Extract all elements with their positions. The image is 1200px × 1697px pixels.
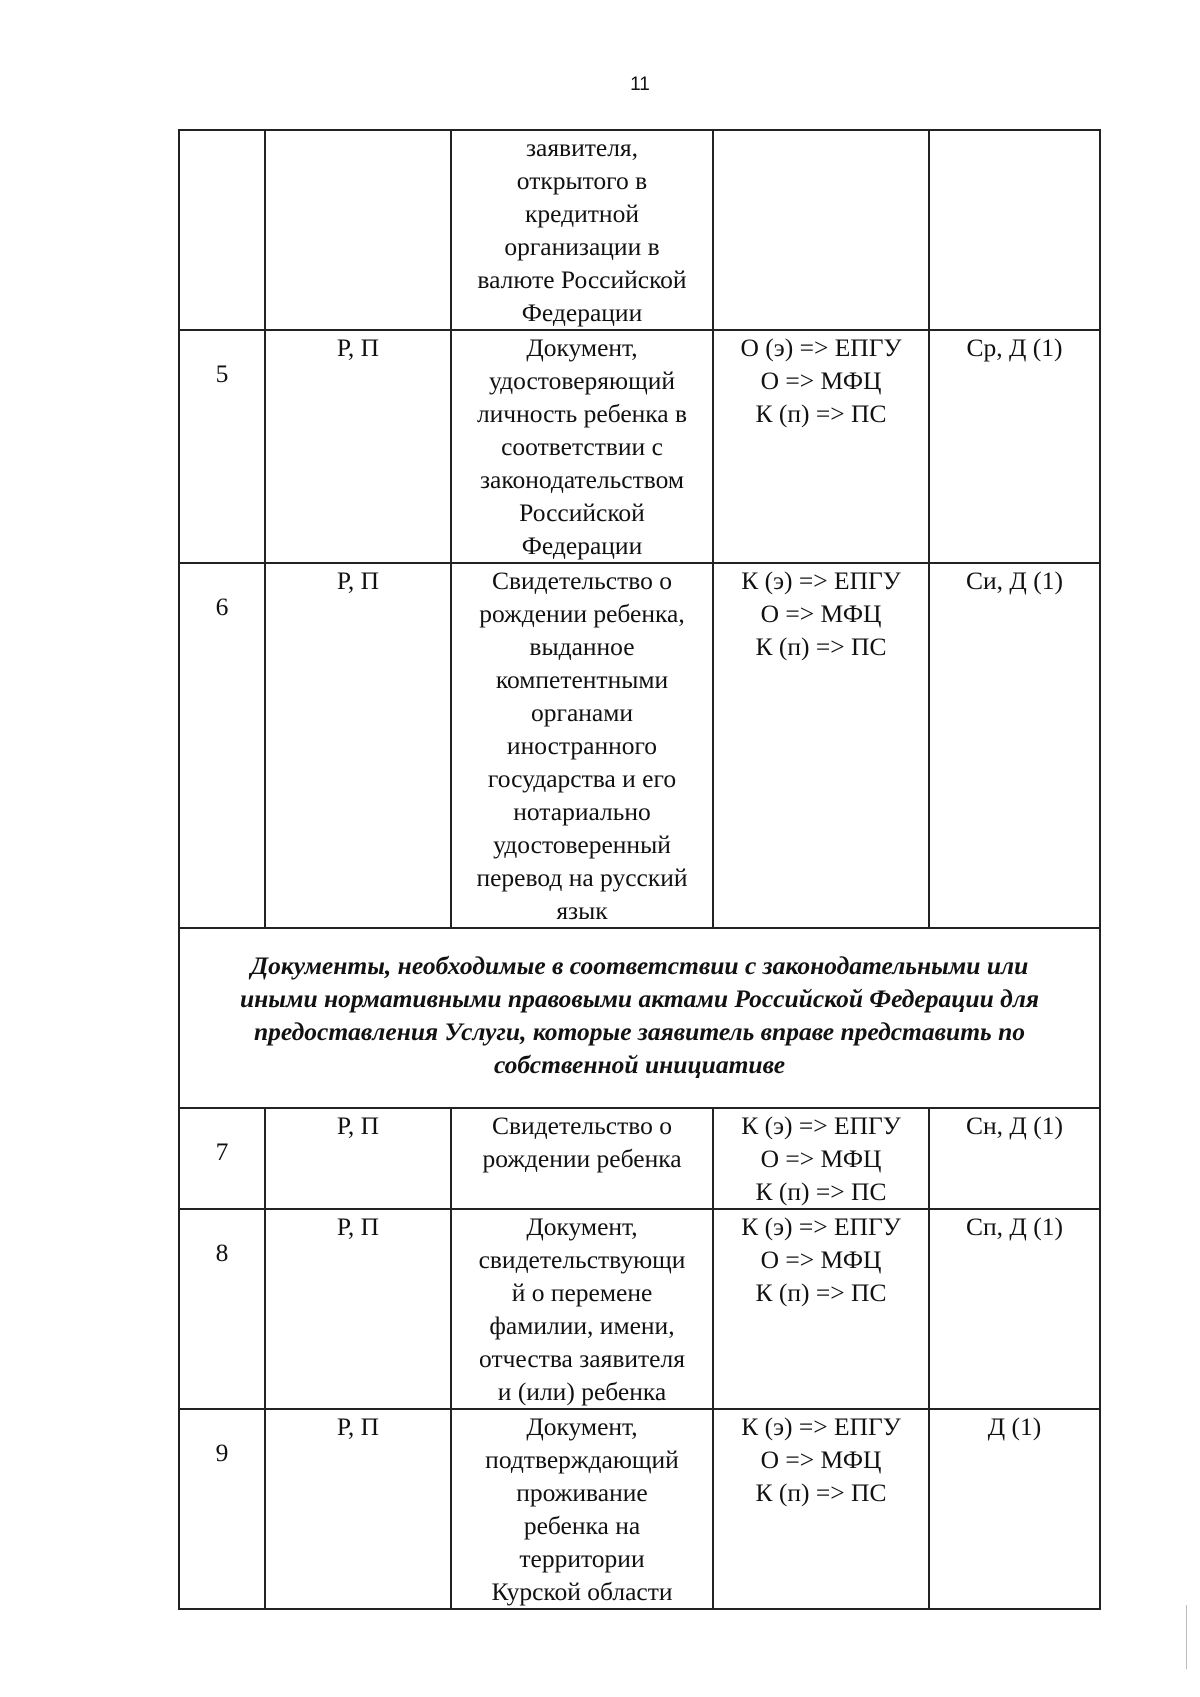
section-heading: Документы, необходимые в соответствии с законодательными или иными нормативными правовыми актами Российской Федерации для предоставления Услуги, которые заявитель вправе представить по собственной инициативе	[179, 928, 1100, 1108]
row-number-cell: 8	[179, 1209, 265, 1409]
table-row	[179, 563, 1100, 928]
submission-method-cell: К (э) => ЕПГУ О => МФЦ К (п) => ПС	[713, 1108, 929, 1209]
row-number-cell	[179, 130, 265, 330]
document-name-cell: Свидетельство о рождении ребенка, выданное компетентными органами иностранного государства и его нотариально удостоверенный перевод на русский язык	[451, 563, 713, 928]
submission-method-cell: К (э) => ЕПГУ О => МФЦ К (п) => ПС	[713, 1409, 929, 1609]
applicant-category-cell: Р, П	[265, 1209, 451, 1409]
document-name-cell: Документ, свидетельствующи й о перемене фамилии, имени, отчества заявителя и (или) ребенка	[451, 1209, 713, 1409]
table-row	[179, 1209, 1100, 1409]
page-number: 11	[630, 74, 650, 95]
applicant-category-cell: Р, П	[265, 563, 451, 928]
submission-method-cell: О (э) => ЕПГУ О => МФЦ К (п) => ПС	[713, 330, 929, 563]
applicant-category-cell: Р, П	[265, 1108, 451, 1209]
documents-table	[178, 129, 1101, 1610]
row-number-cell: 6	[179, 563, 265, 928]
row-number-cell: 7	[179, 1108, 265, 1209]
submission-method-cell	[713, 130, 929, 330]
submission-method-cell: К (э) => ЕПГУ О => МФЦ К (п) => ПС	[713, 563, 929, 928]
applicant-category-cell: Р, П	[265, 1409, 451, 1609]
document-status-cell: Д (1)	[929, 1409, 1100, 1609]
table-row	[179, 1108, 1100, 1209]
table-row	[179, 1409, 1100, 1609]
scan-edge-mark	[1186, 1605, 1187, 1669]
document-name-cell: Документ, подтверждающий проживание ребенка на территории Курской области	[451, 1409, 713, 1609]
applicant-category-cell	[265, 130, 451, 330]
section-row	[179, 928, 1100, 1108]
table-row	[179, 130, 1100, 330]
submission-method-cell: К (э) => ЕПГУ О => МФЦ К (п) => ПС	[713, 1209, 929, 1409]
document-status-cell: Ср, Д (1)	[929, 330, 1100, 563]
table-row	[179, 330, 1100, 563]
row-number-cell: 9	[179, 1409, 265, 1609]
document-status-cell: Сп, Д (1)	[929, 1209, 1100, 1409]
document-name-cell: Свидетельство о рождении ребенка	[451, 1108, 713, 1209]
applicant-category-cell: Р, П	[265, 330, 451, 563]
document-status-cell	[929, 130, 1100, 330]
document-status-cell: Сн, Д (1)	[929, 1108, 1100, 1209]
document-name-cell: Документ, удостоверяющий личность ребенка в соответствии с законодательством Российской Федерации	[451, 330, 713, 563]
document-name-cell: заявителя, открытого в кредитной организации в валюте Российской Федерации	[451, 130, 713, 330]
document-status-cell: Си, Д (1)	[929, 563, 1100, 928]
row-number-cell: 5	[179, 330, 265, 563]
